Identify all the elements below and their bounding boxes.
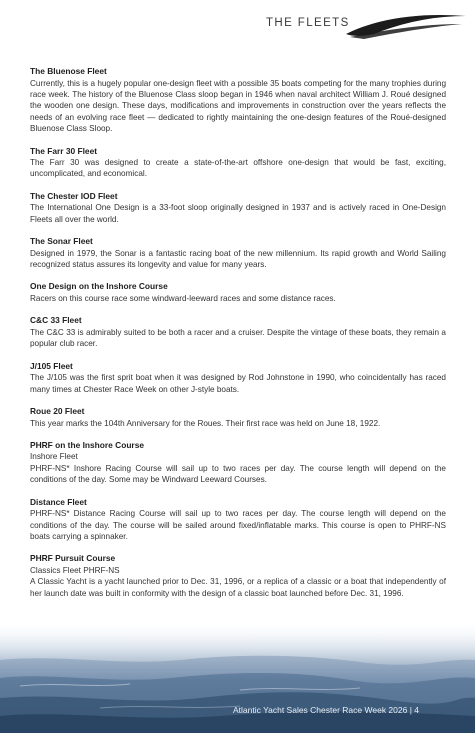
fleet-section xyxy=(30,406,446,429)
fleet-section xyxy=(30,281,446,304)
section-title: The Sonar Fleet xyxy=(30,236,93,247)
section-title: PHRF on the Inshore Course xyxy=(30,439,145,450)
section-subtitle: Classics Fleet PHRF-NS xyxy=(30,565,120,575)
section-paragraph: This year marks the 104th Anniversary for the Roues. Their first race was held on June 18, 1922. xyxy=(30,418,381,428)
fleet-section xyxy=(30,315,446,349)
page-title: THE FLEETS xyxy=(266,17,350,29)
section-paragraph: PHRF-NS* Distance Racing Course will sail up to two races per day. The course length will depend on the conditions of the day. The course will be sailed around fixed/inflatable marks. This course is open to PHRF-NS boats carrying a spinnaker. xyxy=(30,509,446,541)
fleet-section xyxy=(30,191,446,225)
section-title: Roue 20 Fleet xyxy=(30,406,85,416)
page-header xyxy=(0,0,475,50)
section-paragraph: Designed in 1979, the Sonar is a fantastic racing boat of the new millennium. Its rapid growth and World Sailing recognized status assures its longevity and value for many years. xyxy=(30,248,446,270)
fleet-section xyxy=(30,146,446,180)
fleet-section xyxy=(30,497,446,543)
section-title: C&C 33 Fleet xyxy=(30,315,82,326)
fleet-section xyxy=(30,236,446,270)
fleet-section xyxy=(30,440,446,486)
section-subtitle: Inshore Fleet xyxy=(30,452,78,462)
fleet-section xyxy=(30,66,446,135)
fleet-section xyxy=(30,553,446,599)
section-title: The Chester IOD Fleet xyxy=(30,190,118,201)
fleet-descriptions xyxy=(30,66,446,610)
page-footer: Atlantic Yacht Sales Chester Race Week 2026 | 4 xyxy=(233,705,420,715)
section-paragraph: A Classic Yacht is a yacht launched prior to Dec. 31, 1996, or a replica of a classic or a boat that independently of her launch date was built in conformity with the design of a classic boat launched before Dec. 31, 1996. xyxy=(30,577,446,598)
ocean-waves-image xyxy=(0,620,475,733)
section-title: The Farr 30 Fleet xyxy=(30,145,98,156)
section-paragraph: The C&C 33 is admirably suited to be both a racer and a cruiser. Despite the vintage of these boats, they remain a popular club racer. xyxy=(30,327,446,349)
section-paragraph: Racers on this course race some windward-leeward races and some distance races. xyxy=(30,293,336,303)
section-title: The Bluenose Fleet xyxy=(30,66,107,76)
section-title: One Design on the Inshore Course xyxy=(30,281,168,292)
section-title: Distance Fleet xyxy=(30,496,87,507)
section-paragraph: Currently, this is a hugely popular one-design fleet with a possible 35 boats competing for the many trophies during race week. The history of the Bluenose Class sloop began in 1946 when naval architect William J. Roué designed the wooden one design. These days, modifications and improvements in construction over the years reflects the needs of an evolving race fleet — dedicated to rightly maintaining the one-design features of the Roué-designed Bluenose Class Sloop. xyxy=(30,78,446,134)
section-title: J/105 Fleet xyxy=(30,360,73,371)
section-paragraph: The International One Design is a 33-foot sloop originally designed in 1937 and is actively raced in One-Design Fleets all over the world. xyxy=(30,203,446,224)
section-paragraph: The J/105 was the first sprit boat when it was designed by Rod Johnstone in 1990, who coincidentally has raced many times at Chester Race Week on other J-style boats. xyxy=(30,373,446,394)
swoosh-icon xyxy=(344,10,468,40)
section-paragraph: PHRF-NS* Inshore Racing Course will sail up to two races per day. The course length will depend on the conditions of the day. Some may be Windward Leeward Courses. xyxy=(30,463,446,485)
section-paragraph: The Farr 30 was designed to create a state-of-the-art offshore one-design that would be fast, exciting, uncomplicated, and economical. xyxy=(30,158,446,179)
fleet-section xyxy=(30,361,446,395)
section-title: PHRF Pursuit Course xyxy=(30,553,116,564)
